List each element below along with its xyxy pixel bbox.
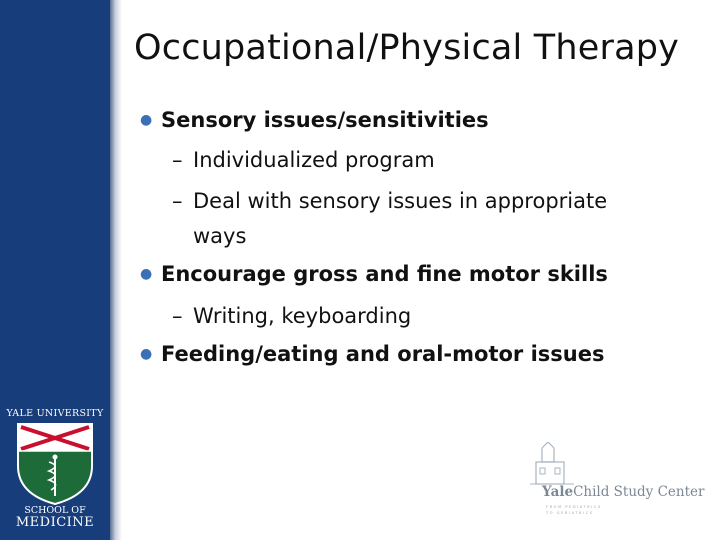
bullet-dot-icon: ●	[140, 266, 153, 282]
subbullet-text: Writing, keyboarding	[193, 304, 412, 328]
yale-medicine-word: MEDICINE	[15, 515, 95, 530]
ycsc-yale-word: Yale	[542, 484, 574, 500]
child-study-center-logo	[522, 442, 705, 532]
subbullet-text: Deal with sensory issues in appropriate	[193, 189, 608, 213]
bullet-text: Encourage gross and fine motor skills	[161, 262, 608, 286]
house-icon	[522, 442, 582, 486]
bullet-dot-icon: ●	[140, 346, 153, 362]
subbullet-dash: –	[172, 189, 183, 213]
bullet-text: Feeding/eating and oral-motor issues	[161, 342, 605, 366]
bullet-text: Sensory issues/sensitivities	[161, 108, 489, 132]
ycsc-tagline: FROM PEDIATRICS	[546, 505, 602, 509]
yale-medicine-label	[0, 505, 110, 529]
yale-university-label: YALE UNIVERSITY	[6, 408, 104, 419]
subbullet-dash: –	[172, 304, 183, 328]
ycsc-tagline: TO GERIATRICS	[546, 511, 594, 515]
subbullet-text: ways	[193, 224, 247, 248]
subbullet-text: Individualized program	[193, 148, 435, 172]
yale-medicine-logo	[0, 408, 110, 538]
subbullet-dash: –	[172, 148, 183, 172]
shield-icon	[16, 422, 94, 506]
yale-school-label: SCHOOL OF	[24, 505, 86, 516]
ycsc-name-word: Child Study Center	[573, 484, 705, 500]
child-study-center-wordmark	[542, 484, 704, 500]
slide-title: Occupational/Physical Therapy	[134, 28, 680, 68]
bullet-dot-icon: ●	[140, 112, 153, 128]
